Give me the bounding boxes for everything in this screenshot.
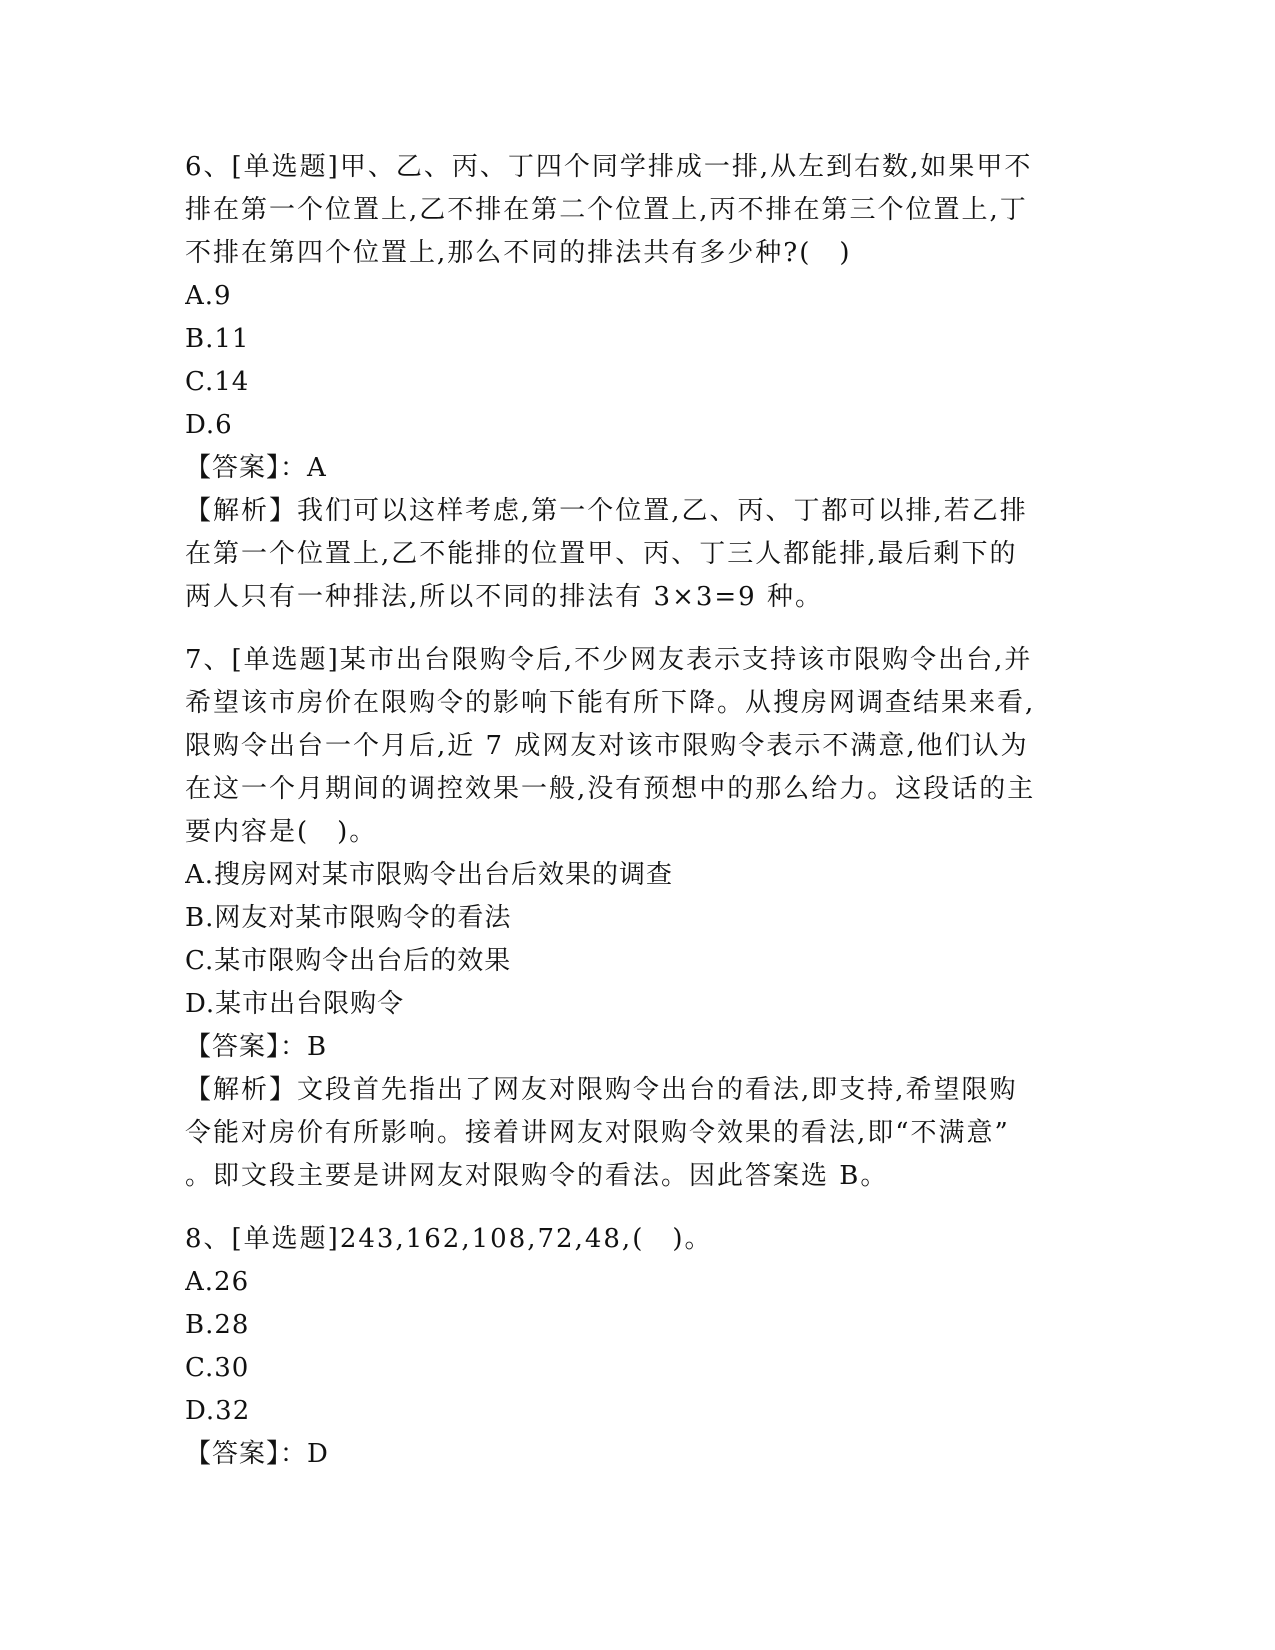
option-a: A.9 [185,281,232,311]
answer-line [185,447,1077,490]
option-d: D.某市出台限购令 [185,989,405,1019]
answer-label: 【答案】 [185,453,281,483]
question-stem-line: 希望该市房价在限购令的影响下能有所下降。从搜房网调查结果来看, [185,688,1036,718]
option-b: B.28 [185,1310,250,1340]
answer-separator: ： [280,1032,308,1062]
question-7 [185,639,1077,1198]
option-c: C.14 [185,367,250,397]
analysis-line: 【解析】我们可以这样考虑,第一个位置,乙、丙、丁都可以排,若乙排 [185,496,1028,526]
question-stem-line: 限购令出台一个月后,近 7 成网友对该市限购令表示不满意,他们认为 [185,731,1029,761]
question-stem-line: 在这一个月期间的调控效果一般,没有预想中的那么给力。这段话的主 [185,774,1036,804]
answer-separator: ： [280,453,308,483]
answer-line [185,1026,1077,1069]
answer-line [185,1433,1077,1476]
question-stem-line: 不排在第四个位置上,那么不同的排法共有多少种?( ) [185,238,852,268]
answer-separator: ： [280,1439,308,1469]
answer-value: D [307,1439,329,1469]
question-8 [185,1218,1077,1476]
question-stem-line: 8、[单选题]243,162,108,72,48,( )。 [185,1224,713,1254]
question-stem-line: 7、[单选题]某市出台限购令后,不少网友表示支持该市限购令出台,并 [185,645,1033,675]
question-stem-line: 要内容是( )。 [185,817,378,847]
option-b: B.网友对某市限购令的看法 [185,903,512,933]
option-c: C.30 [185,1353,250,1383]
answer-label: 【答案】 [185,1032,281,1062]
analysis-line: 。即文段主要是讲网友对限购令的看法。因此答案选 B。 [185,1161,889,1191]
question-stem-line: 6、[单选题]甲、乙、丙、丁四个同学排成一排,从左到右数,如果甲不 [185,152,1033,182]
analysis-line: 两人只有一种排法,所以不同的排法有 3×3=9 种。 [185,582,823,612]
analysis-line: 【解析】文段首先指出了网友对限购令出台的看法,即支持,希望限购 [185,1075,1018,1105]
document-page [185,146,1077,1476]
analysis-line: 在第一个位置上,乙不能排的位置甲、丙、丁三人都能排,最后剩下的 [185,539,1018,569]
option-a: A.搜房网对某市限购令出台后效果的调查 [185,860,674,890]
question-stem-line: 排在第一个位置上,乙不排在第二个位置上,丙不排在第三个位置上,丁 [185,195,1028,225]
option-d: D.6 [185,410,233,440]
option-d: D.32 [185,1396,251,1426]
answer-value: A [307,453,327,483]
answer-label: 【答案】 [185,1439,281,1469]
answer-value: B [307,1032,328,1062]
question-6 [185,146,1077,619]
analysis-line: 令能对房价有所影响。接着讲网友对限购令效果的看法,即“不满意” [185,1118,1010,1148]
option-b: B.11 [185,324,250,354]
option-a: A.26 [185,1267,250,1297]
option-c: C.某市限购令出台后的效果 [185,946,512,976]
